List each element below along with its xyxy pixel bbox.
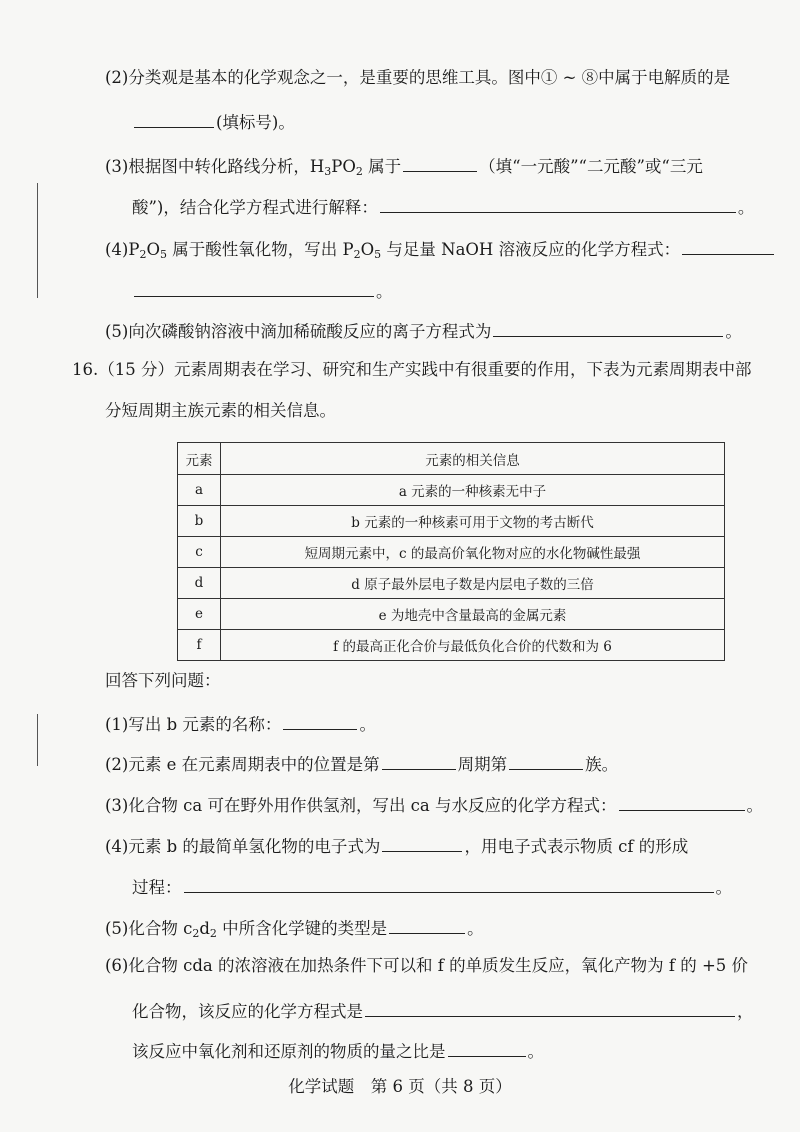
q16-sub4-line2: 过程： 。	[132, 878, 732, 897]
q16-intro: 16.（15 分）元素周期表在学习、研究和生产实践中有很重要的作用，下表为元素周期表中部	[72, 360, 752, 379]
element-info-table	[177, 442, 725, 661]
q16-sub1: (1)写出 b 元素的名称： 。	[105, 715, 376, 734]
q15-part5: (5)向次磷酸钠溶液中滴加稀硫酸反应的离子方程式为 。	[105, 322, 742, 341]
answer-blank[interactable]	[134, 111, 214, 128]
table-cell: 短周期元素中，c 的最高价氧化物对应的水化物碱性最强	[221, 537, 725, 568]
table-cell: f 的最高正化合价与最低负化合价的代数和为 6	[221, 630, 725, 661]
q16-sub5: (5)化合物 $c_2d_2$ 中所含化学键的类型是 。	[105, 919, 484, 940]
q16-sub6-line3: 该反应中氧化剂和还原剂的物质的量之比是 。	[132, 1042, 544, 1061]
answer-blank[interactable]	[382, 753, 456, 770]
table-row	[178, 475, 725, 506]
table-cell: b	[178, 506, 221, 537]
table-row	[178, 599, 725, 630]
q15-part2-line2: (填标号)。	[132, 111, 295, 132]
table-row	[178, 506, 725, 537]
q15-part3-line2: 酸”)，结合化学方程式进行解释： 。	[132, 198, 755, 217]
table-cell: a 元素的一种核素无中子	[221, 475, 725, 506]
table-cell: c	[178, 537, 221, 568]
answer-blank[interactable]	[365, 1000, 735, 1017]
q15-part4-line2: 。	[132, 280, 393, 301]
answer-blank[interactable]	[134, 280, 374, 297]
table-header-row	[178, 443, 725, 475]
answer-blank[interactable]	[382, 835, 462, 852]
answer-blank[interactable]	[509, 753, 583, 770]
table-row	[178, 537, 725, 568]
q16-sub2: (2)元素 e 在元素周期表中的位置是第 周期第 族。	[105, 755, 619, 774]
q16-sub6: (6)化合物 cda 的浓溶液在加热条件下可以和 f 的单质发生反应，氧化产物为 f 的 +5 价	[105, 956, 749, 975]
table-cell: f	[178, 630, 221, 661]
table-header: 元素的相关信息	[221, 443, 725, 475]
q15-part4: $(4)P_2O_5$ 属于酸性氧化物，写出 $P_2O_5$ 与足量 NaOH 溶液反应的化学方程式：	[105, 238, 776, 259]
table-cell: d 原子最外层电子数是内层电子数的三倍	[221, 568, 725, 599]
q16-sub4: (4)元素 b 的最简单氢化物的电子式为 ，用电子式表示物质 cf 的形成	[105, 837, 689, 856]
answer-blank[interactable]	[389, 917, 465, 934]
table-cell: a	[178, 475, 221, 506]
q15-part3: (3)根据图中转化路线分析，$H_3PO_2$ 属于 （填“一元酸”“二元酸”或“三元	[105, 157, 703, 178]
table-cell: e 为地壳中含量最高的金属元素	[221, 599, 725, 630]
answer-blank[interactable]	[283, 713, 357, 730]
table-row	[178, 568, 725, 599]
answer-blank[interactable]	[403, 155, 477, 172]
table-header: 元素	[178, 443, 221, 475]
answer-blank[interactable]	[682, 238, 774, 255]
margin-mark	[37, 714, 38, 766]
answer-prompt: 回答下列问题：	[105, 671, 221, 690]
table-cell: d	[178, 568, 221, 599]
answer-blank[interactable]	[380, 196, 736, 213]
answer-blank[interactable]	[493, 320, 723, 337]
page-footer: 化学试题 第 6 页（共 8 页）	[288, 1077, 512, 1096]
table-cell: b 元素的一种核素可用于文物的考古断代	[221, 506, 725, 537]
answer-blank[interactable]	[619, 794, 745, 811]
answer-blank[interactable]	[184, 876, 714, 893]
table-row	[178, 630, 725, 661]
q16-sub6-line2: 化合物，该反应的化学方程式是 ，	[132, 1002, 754, 1021]
q15-part2: (2)分类观是基本的化学观念之一，是重要的思维工具。图中① ~ ⑧中属于电解质的是	[105, 68, 731, 87]
answer-blank[interactable]	[448, 1040, 526, 1057]
q16-intro-line2: 分短周期主族元素的相关信息。	[105, 401, 336, 420]
q16-sub3: (3)化合物 ca 可在野外用作供氢剂，写出 ca 与水反应的化学方程式： 。	[105, 796, 764, 815]
margin-mark	[37, 183, 38, 298]
table-cell: e	[178, 599, 221, 630]
